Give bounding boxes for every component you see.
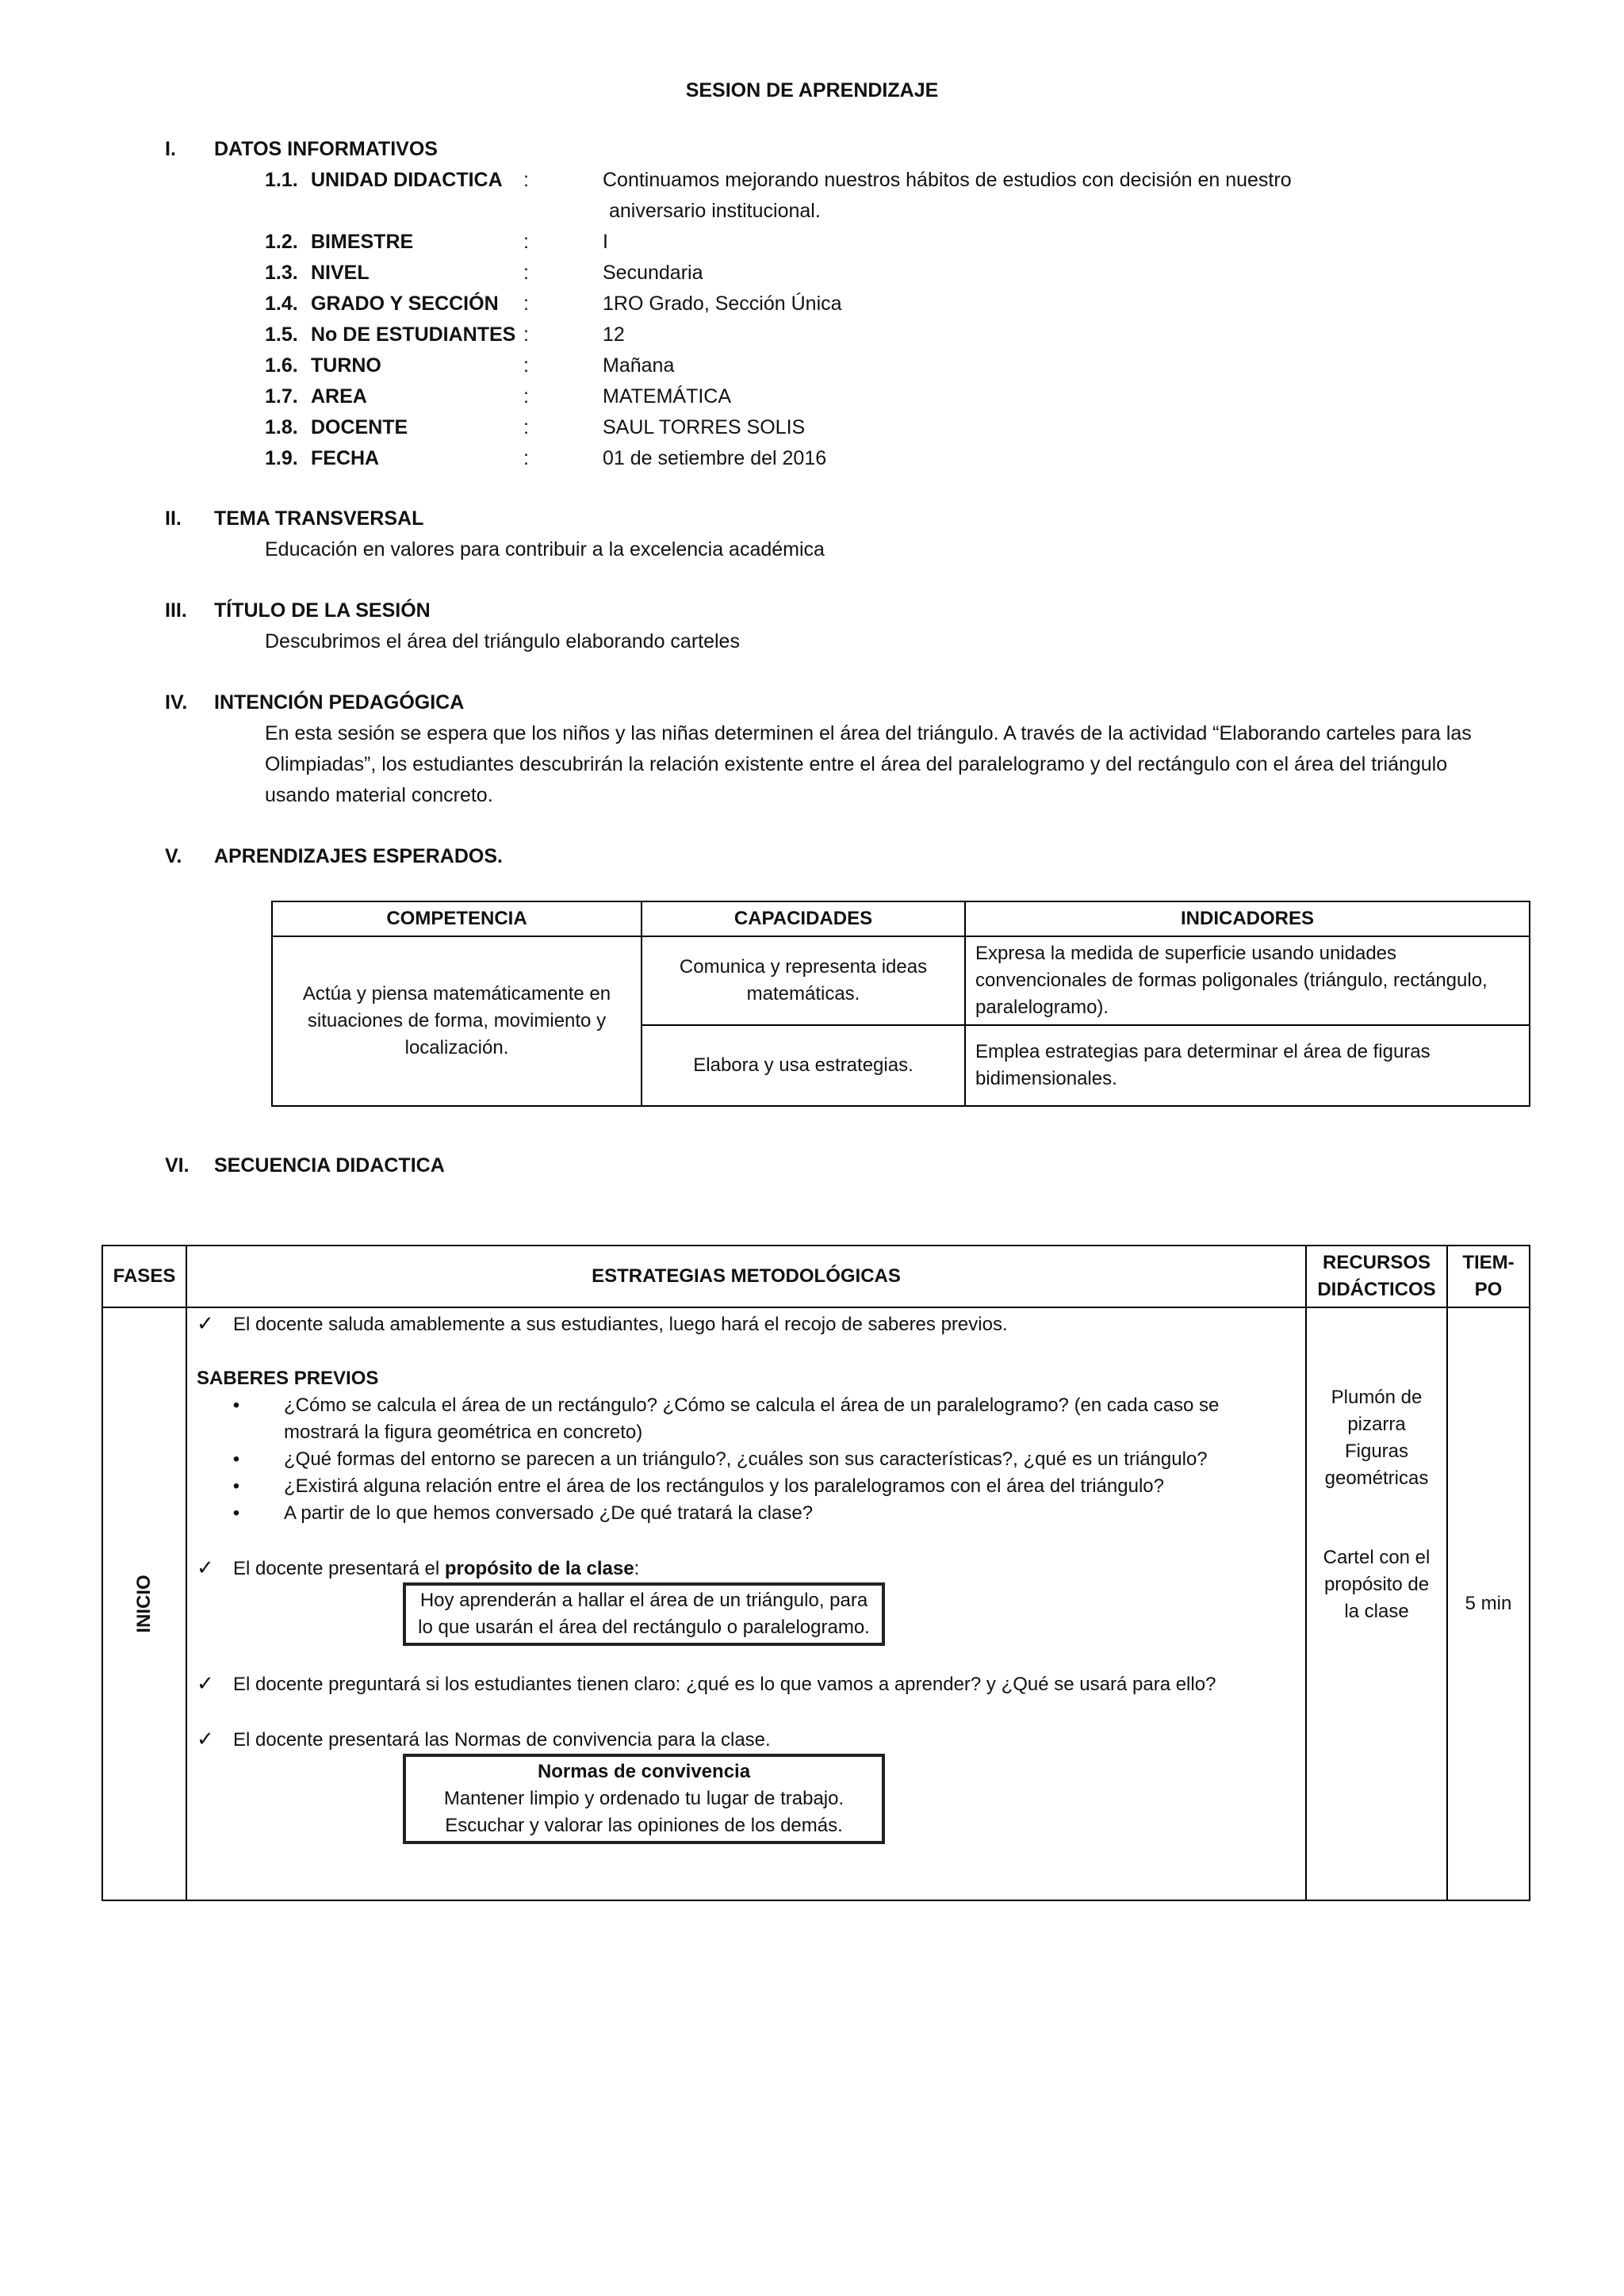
dato-value: SAUL TORRES SOLIS	[603, 416, 806, 438]
indicador-cell: Emplea estrategias para determinar el área de figuras bidimensionales.	[965, 1025, 1530, 1106]
dato-number: 1.3.	[265, 262, 298, 284]
dato-value: Mañana	[603, 354, 675, 377]
bullet-icon: •	[232, 1475, 240, 1497]
dato-value-continued: aniversario institucional.	[609, 200, 821, 222]
dato-value: Secundaria	[603, 262, 703, 284]
bullet-item: ¿Existirá alguna relación entre el área de los rectángulos y los paralelogramos con el área del triángulo?	[284, 1475, 1164, 1497]
header-competencia: COMPETENCIA	[272, 901, 642, 936]
bullet-item: ¿Qué formas del entorno se parecen a un triángulo?, ¿cuáles son sus características?, ¿qué es un triángulo?	[284, 1448, 1208, 1470]
dato-value: 01 de setiembre del 2016	[603, 447, 827, 469]
aprendizajes-table	[271, 901, 1530, 1107]
dato-number: 1.9.	[265, 447, 298, 469]
dato-number: 1.1.	[265, 169, 298, 191]
header-estrategias: ESTRATEGIAS METODOLÓGICAS	[186, 1246, 1306, 1307]
bullet-item: A partir de lo que hemos conversado ¿De qué tratará la clase?	[284, 1502, 814, 1524]
page-title: SESION DE APRENDIZAJE	[685, 79, 939, 101]
tema-transversal-text: Educación en valores para contribuir a la excelencia académica	[265, 538, 825, 561]
aprendizajes-header-row	[272, 901, 1530, 936]
dato-number: 1.7.	[265, 385, 298, 408]
dato-separator: :	[523, 169, 529, 191]
header-recursos: RECURSOS DIDÁCTICOS	[1306, 1246, 1447, 1307]
header-indicadores: INDICADORES	[965, 901, 1530, 936]
intencion-line-1: En esta sesión se espera que los niños y las niñas determinen el área del triángulo. A través de la actividad “Elaborando carteles para las	[265, 722, 1472, 744]
dato-separator: :	[523, 447, 529, 469]
titulo-sesion-text: Descubrimos el área del triángulo elaborando carteles	[265, 630, 740, 652]
tiempo-cell: 5 min	[1447, 1307, 1530, 1900]
fase-cell	[102, 1307, 186, 1900]
recursos-text-2: Cartel con el propósito de la clase	[1323, 1547, 1431, 1622]
recursos-cell	[1306, 1307, 1447, 1900]
dato-value: 1RO Grado, Sección Única	[603, 293, 842, 315]
dato-separator: :	[523, 323, 529, 346]
section-3-number: III.	[165, 599, 187, 622]
dato-label: NIVEL	[311, 262, 370, 284]
capacidad-cell: Comunica y representa ideas matemáticas.	[642, 936, 965, 1025]
bullet-icon: •	[232, 1395, 240, 1416]
check-item-2-post: :	[634, 1558, 640, 1579]
check-item-4: El docente presentará las Normas de convivencia para la clase.	[233, 1729, 771, 1751]
checkmark-icon: ✓	[197, 1311, 214, 1335]
dato-label: DOCENTE	[311, 416, 408, 438]
section-2-number: II.	[165, 507, 182, 530]
dato-label: GRADO Y SECCIÓN	[311, 293, 499, 315]
dato-separator: :	[523, 416, 529, 438]
competencia-cell: Actúa y piensa matemáticamente en situaciones de forma, movimiento y localización.	[272, 936, 642, 1106]
dato-number: 1.4.	[265, 293, 298, 315]
dato-number: 1.5.	[265, 323, 298, 346]
estrategias-cell	[186, 1307, 1306, 1900]
bullet-icon: •	[232, 1502, 240, 1524]
section-4-title: INTENCIÓN PEDAGÓGICA	[214, 691, 465, 714]
normas-box	[403, 1754, 885, 1844]
saberes-title: SABERES PREVIOS	[197, 1368, 379, 1389]
section-6-title: SECUENCIA DIDACTICA	[214, 1154, 445, 1177]
dato-label: BIMESTRE	[311, 231, 414, 253]
check-item-2-bold: propósito de la clase	[444, 1558, 634, 1579]
check-item-3: El docente preguntará si los estudiantes tienen claro: ¿qué es lo que vamos a aprender? y ¿Qué se usará para ello?	[233, 1674, 1216, 1695]
dato-label: TURNO	[311, 354, 381, 377]
intencion-line-3: usando material concreto.	[265, 784, 493, 806]
recursos-text-1: Plumón de pizarra Figuras geométricas	[1324, 1387, 1429, 1489]
checkmark-icon: ✓	[197, 1671, 214, 1695]
section-2-title: TEMA TRANSVERSAL	[214, 507, 424, 530]
dato-label: FECHA	[311, 447, 380, 469]
checkmark-icon: ✓	[197, 1727, 214, 1751]
norma-item: Escuchar y valorar las opiniones de los demás.	[445, 1815, 843, 1836]
bullet-item: ¿Cómo se calcula el área de un rectángulo? ¿Cómo se calcula el área de un paralelogramo? (en cada caso se mostrará la figura geométrica en concreto)	[284, 1395, 1220, 1443]
dato-label: No DE ESTUDIANTES	[311, 323, 516, 346]
header-fases: FASES	[102, 1246, 186, 1307]
dato-label: UNIDAD DIDACTICA	[311, 169, 503, 191]
normas-title: Normas de convivencia	[537, 1761, 751, 1782]
dato-number: 1.8.	[265, 416, 298, 438]
section-5-number: V.	[165, 845, 182, 867]
dato-value: 12	[603, 323, 625, 346]
dato-label: AREA	[311, 385, 367, 408]
proposito-box: Hoy aprenderán a hallar el área de un triángulo, para lo que usarán el área del rectángulo o paralelogramo.	[403, 1582, 885, 1646]
section-1-title: DATOS INFORMATIVOS	[214, 138, 438, 160]
bullet-icon: •	[232, 1448, 240, 1470]
fase-label: INICIO	[133, 1575, 155, 1633]
section-1-number: I.	[165, 138, 176, 160]
secuencia-table	[102, 1245, 1530, 1901]
dato-separator: :	[523, 231, 529, 253]
section-4-number: IV.	[165, 691, 188, 714]
section-5-title: APRENDIZAJES ESPERADOS.	[214, 845, 503, 867]
check-item-1: El docente saluda amablemente a sus estudiantes, luego hará el recojo de saberes previos.	[233, 1314, 1008, 1335]
header-capacidades: CAPACIDADES	[642, 901, 965, 936]
check-item-2-pre: El docente presentará el	[233, 1558, 445, 1579]
checkmark-icon: ✓	[197, 1556, 214, 1579]
table-row	[102, 1307, 1530, 1900]
section-6-number: VI.	[165, 1154, 190, 1177]
table-row	[272, 936, 1530, 1025]
dato-separator: :	[523, 262, 529, 284]
capacidad-cell: Elabora y usa estrategias.	[642, 1025, 965, 1106]
secuencia-header-row	[102, 1246, 1530, 1307]
indicador-cell: Expresa la medida de superficie usando unidades convencionales de formas poligonales (triángulo, rectángulo, paralelogramo).	[965, 936, 1530, 1025]
dato-value: MATEMÁTICA	[603, 385, 732, 408]
header-tiempo: TIEM-PO	[1447, 1246, 1530, 1307]
dato-number: 1.2.	[265, 231, 298, 253]
norma-item: Mantener limpio y ordenado tu lugar de trabajo.	[443, 1788, 845, 1809]
dato-number: 1.6.	[265, 354, 298, 377]
dato-value: I	[603, 231, 608, 253]
dato-separator: :	[523, 385, 529, 408]
dato-value: Continuamos mejorando nuestros hábitos de estudios con decisión en nuestro	[603, 169, 1292, 191]
section-3-title: TÍTULO DE LA SESIÓN	[214, 599, 431, 622]
dato-separator: :	[523, 293, 529, 315]
intencion-line-2: Olimpiadas”, los estudiantes descubrirán la relación existente entre el área del paralelogramo y del rectángulo con el área del triángulo	[265, 753, 1448, 775]
dato-separator: :	[523, 354, 529, 377]
